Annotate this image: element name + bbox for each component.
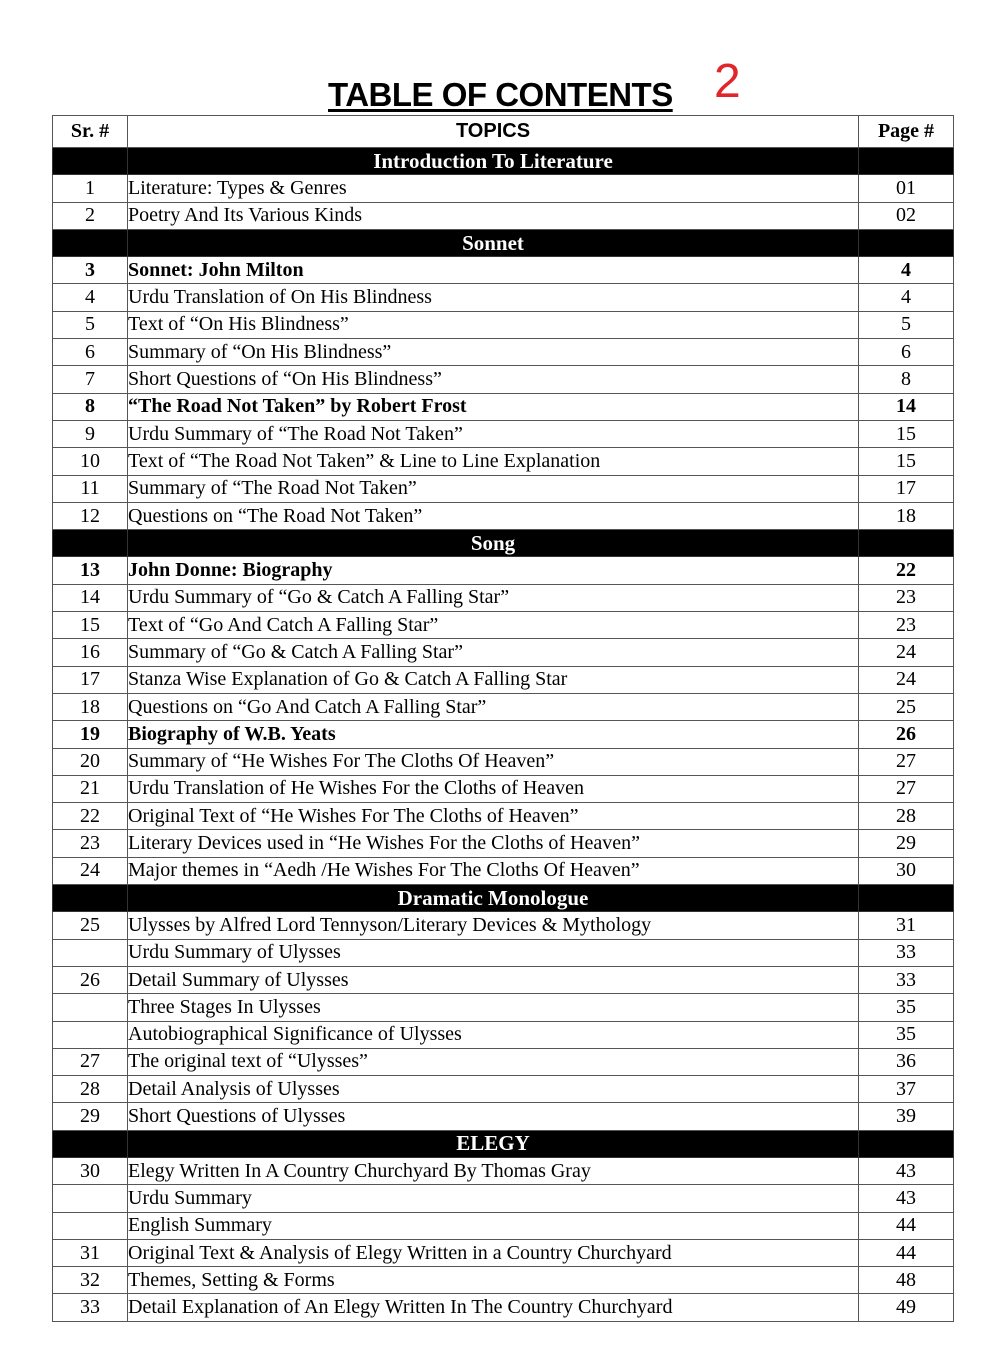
table-row [53, 284, 954, 311]
section-header-row [53, 885, 954, 912]
topic-title: Summary of “Go & Catch A Falling Star” [128, 639, 859, 666]
page-ref: 43 [859, 1185, 954, 1212]
section-title: Sonnet [128, 229, 859, 256]
page-ref: 17 [859, 475, 954, 502]
serial-number: 11 [53, 475, 128, 502]
table-row [53, 557, 954, 584]
table-row [53, 830, 954, 857]
section-title: Dramatic Monologue [128, 885, 859, 912]
table-row [53, 1185, 954, 1212]
section-header-row [53, 1130, 954, 1157]
page-ref: 02 [859, 202, 954, 229]
serial-number: 25 [53, 912, 128, 939]
serial-number [53, 939, 128, 966]
section-title: ELEGY [128, 1130, 859, 1157]
serial-number [53, 1021, 128, 1048]
topic-title: Themes, Setting & Forms [128, 1267, 859, 1294]
topic-title: Text of “On His Blindness” [128, 311, 859, 338]
serial-number [53, 1212, 128, 1239]
topic-title: Detail Analysis of Ulysses [128, 1076, 859, 1103]
section-header-row [53, 530, 954, 557]
page-ref: 26 [859, 721, 954, 748]
table-row [53, 1048, 954, 1075]
section-page-cell [859, 148, 954, 175]
page-ref: 25 [859, 693, 954, 720]
serial-number: 12 [53, 502, 128, 529]
topic-title: Summary of “The Road Not Taken” [128, 475, 859, 502]
table-row [53, 1076, 954, 1103]
topic-title: Short Questions of Ulysses [128, 1103, 859, 1130]
page-ref: 29 [859, 830, 954, 857]
topic-title: Biography of W.B. Yeats [128, 721, 859, 748]
topic-title: Questions on “The Road Not Taken” [128, 502, 859, 529]
page-ref: 4 [859, 284, 954, 311]
table-row [53, 966, 954, 993]
topic-title: Detail Explanation of An Elegy Written In The Country Churchyard [128, 1294, 859, 1321]
serial-number: 28 [53, 1076, 128, 1103]
table-row [53, 639, 954, 666]
page-ref: 27 [859, 775, 954, 802]
topic-title: Poetry And Its Various Kinds [128, 202, 859, 229]
page-ref: 01 [859, 175, 954, 202]
serial-number: 29 [53, 1103, 128, 1130]
page-ref: 23 [859, 584, 954, 611]
serial-number: 9 [53, 420, 128, 447]
page-ref: 36 [859, 1048, 954, 1075]
topic-title: Urdu Summary of “The Road Not Taken” [128, 420, 859, 447]
table-row [53, 1021, 954, 1048]
table-row [53, 748, 954, 775]
serial-number: 20 [53, 748, 128, 775]
page-ref: 33 [859, 939, 954, 966]
page-ref: 4 [859, 257, 954, 284]
table-row [53, 366, 954, 393]
serial-number: 15 [53, 612, 128, 639]
serial-number: 21 [53, 775, 128, 802]
page-ref: 48 [859, 1267, 954, 1294]
table-row [53, 857, 954, 884]
section-page-cell [859, 229, 954, 256]
topic-title: Sonnet: John Milton [128, 257, 859, 284]
table-row [53, 803, 954, 830]
page-ref: 5 [859, 311, 954, 338]
page-ref: 39 [859, 1103, 954, 1130]
page-ref: 27 [859, 748, 954, 775]
table-row [53, 775, 954, 802]
header-topics: TOPICS [128, 116, 859, 148]
topic-title: Literature: Types & Genres [128, 175, 859, 202]
section-page-cell [859, 885, 954, 912]
section-title: Song [128, 530, 859, 557]
table-row [53, 257, 954, 284]
topic-title: Original Text of “He Wishes For The Cloths of Heaven” [128, 803, 859, 830]
page-ref: 15 [859, 448, 954, 475]
serial-number: 22 [53, 803, 128, 830]
table-row [53, 475, 954, 502]
topic-title: Major themes in “Aedh /He Wishes For The Cloths Of Heaven” [128, 857, 859, 884]
topic-title: Text of “The Road Not Taken” & Line to Line Explanation [128, 448, 859, 475]
topic-title: The original text of “Ulysses” [128, 1048, 859, 1075]
topic-title: John Donne: Biography [128, 557, 859, 584]
serial-number: 31 [53, 1239, 128, 1266]
page-ref: 22 [859, 557, 954, 584]
table-row [53, 939, 954, 966]
table-body [53, 148, 954, 1322]
table-row [53, 175, 954, 202]
section-page-cell [859, 1130, 954, 1157]
table-row [53, 420, 954, 447]
page-number: 2 [714, 55, 741, 108]
table-row [53, 448, 954, 475]
page-ref: 44 [859, 1239, 954, 1266]
section-title: Introduction To Literature [128, 148, 859, 175]
serial-number: 33 [53, 1294, 128, 1321]
table-row [53, 912, 954, 939]
page-ref: 49 [859, 1294, 954, 1321]
table-row [53, 1239, 954, 1266]
page-ref: 15 [859, 420, 954, 447]
serial-number: 19 [53, 721, 128, 748]
page-ref: 37 [859, 1076, 954, 1103]
page-title: TABLE OF CONTENTS [328, 76, 673, 113]
topic-title: Urdu Translation of He Wishes For the Cloths of Heaven [128, 775, 859, 802]
page-ref: 18 [859, 502, 954, 529]
page-ref: 23 [859, 612, 954, 639]
page-ref: 6 [859, 339, 954, 366]
page-ref: 43 [859, 1157, 954, 1184]
section-page-cell [859, 530, 954, 557]
topic-title: Text of “Go And Catch A Falling Star” [128, 612, 859, 639]
topic-title: “The Road Not Taken” by Robert Frost [128, 393, 859, 420]
page-ref: 35 [859, 1021, 954, 1048]
page-ref: 24 [859, 666, 954, 693]
section-sr-cell [53, 148, 128, 175]
table-row [53, 1294, 954, 1321]
serial-number: 6 [53, 339, 128, 366]
serial-number: 26 [53, 966, 128, 993]
page-ref: 8 [859, 366, 954, 393]
table-row [53, 1267, 954, 1294]
topic-title: Short Questions of “On His Blindness” [128, 366, 859, 393]
table-row [53, 994, 954, 1021]
page-ref: 44 [859, 1212, 954, 1239]
serial-number: 1 [53, 175, 128, 202]
section-header-row [53, 148, 954, 175]
serial-number: 18 [53, 693, 128, 720]
table-row [53, 1212, 954, 1239]
serial-number [53, 1185, 128, 1212]
table-row [53, 721, 954, 748]
serial-number: 10 [53, 448, 128, 475]
topic-title: Detail Summary of Ulysses [128, 966, 859, 993]
serial-number: 2 [53, 202, 128, 229]
topic-title: Urdu Summary of “Go & Catch A Falling Star” [128, 584, 859, 611]
section-header-row [53, 229, 954, 256]
topic-title: Urdu Summary of Ulysses [128, 939, 859, 966]
page-ref: 31 [859, 912, 954, 939]
serial-number: 32 [53, 1267, 128, 1294]
serial-number: 13 [53, 557, 128, 584]
serial-number: 16 [53, 639, 128, 666]
serial-number: 8 [53, 393, 128, 420]
topic-title: Original Text & Analysis of Elegy Written in a Country Churchyard [128, 1239, 859, 1266]
page-ref: 30 [859, 857, 954, 884]
table-row [53, 584, 954, 611]
serial-number: 24 [53, 857, 128, 884]
topic-title: Three Stages In Ulysses [128, 994, 859, 1021]
serial-number: 5 [53, 311, 128, 338]
table-row [53, 666, 954, 693]
table-row [53, 693, 954, 720]
serial-number: 30 [53, 1157, 128, 1184]
header-page: Page # [859, 116, 954, 148]
table-row [53, 311, 954, 338]
header-sr: Sr. # [53, 116, 128, 148]
topic-title: Summary of “On His Blindness” [128, 339, 859, 366]
table-of-contents [52, 115, 954, 1322]
table-header-row [53, 116, 954, 148]
table-row [53, 339, 954, 366]
page-ref: 35 [859, 994, 954, 1021]
page-ref: 33 [859, 966, 954, 993]
table-row [53, 502, 954, 529]
section-sr-cell [53, 885, 128, 912]
topic-title: Stanza Wise Explanation of Go & Catch A Falling Star [128, 666, 859, 693]
serial-number: 4 [53, 284, 128, 311]
table-row [53, 1103, 954, 1130]
topic-title: English Summary [128, 1212, 859, 1239]
section-sr-cell [53, 530, 128, 557]
topic-title: Urdu Translation of On His Blindness [128, 284, 859, 311]
section-sr-cell [53, 229, 128, 256]
serial-number: 17 [53, 666, 128, 693]
serial-number: 27 [53, 1048, 128, 1075]
section-sr-cell [53, 1130, 128, 1157]
table-row [53, 1157, 954, 1184]
topic-title: Urdu Summary [128, 1185, 859, 1212]
table-row [53, 202, 954, 229]
serial-number: 23 [53, 830, 128, 857]
topic-title: Literary Devices used in “He Wishes For the Cloths of Heaven” [128, 830, 859, 857]
table-row [53, 393, 954, 420]
serial-number [53, 994, 128, 1021]
page-ref: 14 [859, 393, 954, 420]
serial-number: 3 [53, 257, 128, 284]
topic-title: Autobiographical Significance of Ulysses [128, 1021, 859, 1048]
topic-title: Questions on “Go And Catch A Falling Star” [128, 693, 859, 720]
topic-title: Ulysses by Alfred Lord Tennyson/Literary Devices & Mythology [128, 912, 859, 939]
serial-number: 14 [53, 584, 128, 611]
serial-number: 7 [53, 366, 128, 393]
topic-title: Summary of “He Wishes For The Cloths Of Heaven” [128, 748, 859, 775]
table-row [53, 612, 954, 639]
topic-title: Elegy Written In A Country Churchyard By Thomas Gray [128, 1157, 859, 1184]
page-ref: 24 [859, 639, 954, 666]
page-ref: 28 [859, 803, 954, 830]
